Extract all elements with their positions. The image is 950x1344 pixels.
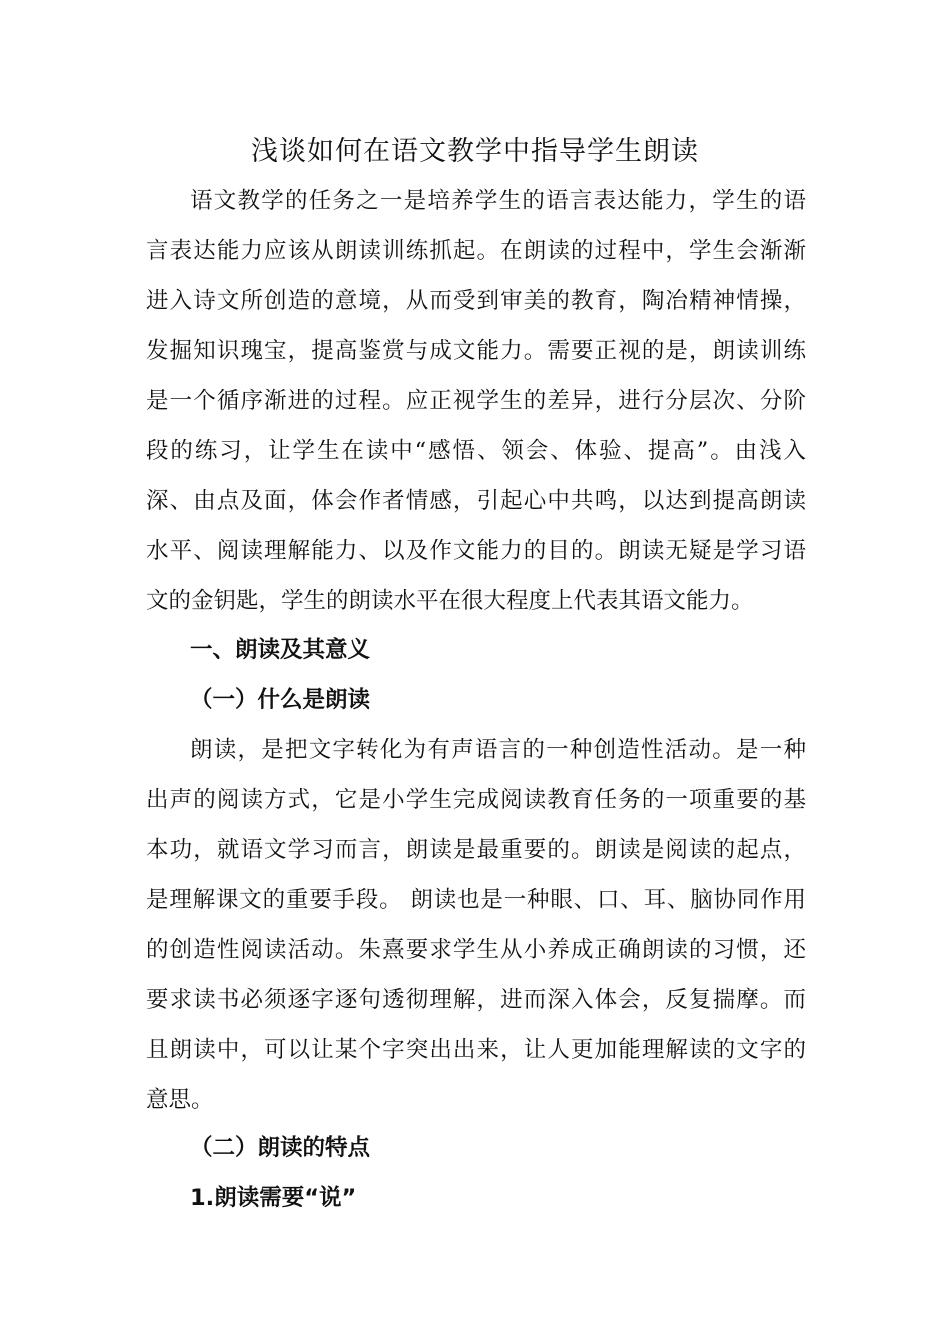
body-line: 本功，就语文学习而言，朗读是最重要的。朗读是阅读的起点， [146,837,806,863]
intro-line: 文的金钥匙，学生的朗读水平在很大程度上代表其语文能力。 [146,588,754,614]
item-heading: 1.朗读需要“说” [190,1185,357,1211]
body-line: 出声的阅读方式，它是小学生完成阅读教育任务的一项重要的基 [146,787,806,813]
body-line: 意思。 [146,1087,214,1113]
intro-line: 进入诗文所创造的意境，从而受到审美的教育，陶冶精神情操， [146,288,806,314]
intro-line: 是一个循序渐进的过程。应正视学生的差异，进行分层次、分阶 [146,388,806,414]
subsection-heading: （二）朗读的特点 [190,1135,371,1161]
intro-line: 深、由点及面，体会作者情感，引起心中共鸣，以达到提高朗读 [146,488,806,514]
body-line: 且朗读中，可以让某个字突出出来，让人更加能理解读的文字的 [146,1037,806,1063]
document-title: 浅谈如何在语文教学中指导学生朗读 [251,136,699,167]
intro-line: 发掘知识瑰宝，提高鉴赏与成文能力。需要正视的是，朗读训练 [146,338,806,364]
intro-line: 水平、阅读理解能力、以及作文能力的目的。朗读无疑是学习语 [146,538,806,564]
intro-line: 段的练习，让学生在读中“感悟、领会、体验、提高”。由浅入 [146,438,806,464]
subsection-heading: （一）什么是朗读 [190,687,371,713]
intro-line: 言表达能力应该从朗读训练抓起。在朗读的过程中，学生会渐渐 [146,238,806,264]
body-line: 的创造性阅读活动。朱熹要求学生从小养成正确朗读的习惯，还 [146,937,806,963]
body-line: 是理解课文的重要手段。 朗读也是一种眼、口、耳、脑协同作用 [146,887,806,913]
section-heading: 一、朗读及其意义 [190,637,371,663]
intro-line: 语文教学的任务之一是培养学生的语言表达能力，学生的语 [190,188,806,214]
body-line: 要求读书必须逐字逐句透彻理解，进而深入体会，反复揣摩。而 [146,987,806,1013]
body-line: 朗读，是把文字转化为有声语言的一种创造性活动。是一种 [190,737,806,763]
